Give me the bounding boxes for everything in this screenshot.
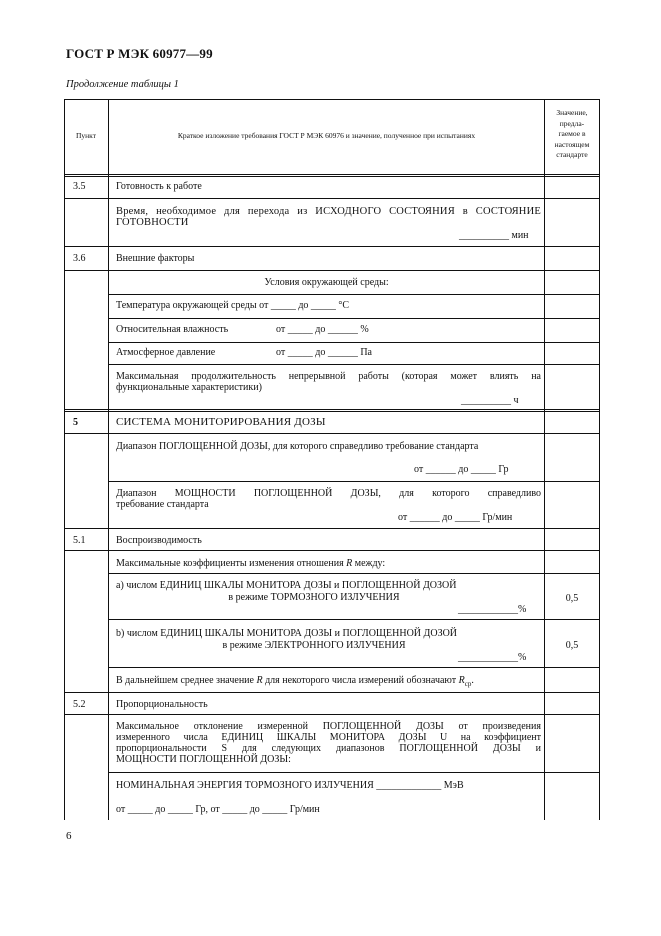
column-header-value: Значение, предла- гаемое в настоящем стандарте xyxy=(554,108,590,159)
mean-value-note: В дальнейшем среднее значение R для некоторого числа измерений обозначают $R_{ср}$. xyxy=(116,675,474,688)
nominal-energy-line: НОМИНАЛЬНАЯ ЭНЕРГИЯ ТОРМОЗНОГО ИЗЛУЧЕНИЯ _____________ МэВ xyxy=(116,780,464,791)
page-number: 6 xyxy=(66,830,72,842)
mode-b-line2: в режиме ЭЛЕКТРОННОГО ИЗЛУЧЕНИЯ xyxy=(222,640,406,651)
table-divider-1 xyxy=(108,99,109,820)
item-number: 5.1 xyxy=(73,535,86,546)
mode-b-blank: ____________% xyxy=(458,652,527,663)
max-duration-text: Максимальная продолжительность непрерывной работы (которая может влиять на xyxy=(116,371,541,382)
document-header: ГОСТ Р МЭК 60977—99 xyxy=(66,46,213,61)
mode-a-blank: ____________% xyxy=(458,604,527,615)
item-number: 5.2 xyxy=(73,699,86,710)
mode-b-value: 0,5 xyxy=(565,640,579,651)
humidity-label: Относительная влажность xyxy=(116,324,229,335)
humidity-range: от _____ до ______ % xyxy=(276,324,369,335)
row-title: Воспроизводимость xyxy=(116,535,202,546)
pressure-range: от _____ до ______ Па xyxy=(276,347,372,358)
transition-time-blank: __________ мин xyxy=(459,230,529,241)
dose-rate-range-blank: от ______ до _____ Гр/мин xyxy=(398,512,513,523)
max-duration-blank: __________ ч xyxy=(461,395,519,406)
environment-heading: Условия окружающей среды: xyxy=(264,277,389,288)
column-header-summary: Краткое изложение требования ГОСТ Р МЭК 60976 и значение, полученное при испытаниях xyxy=(177,131,476,140)
item-number: 5 xyxy=(73,417,78,428)
mode-a-value: 0,5 xyxy=(565,593,579,604)
dose-rate-range-text: Диапазон МОЩНОСТИ ПОГЛОЩЕННОЙ ДОЗЫ, для которого справедливо xyxy=(116,488,541,499)
temperature-range: Температура окружающей среды от _____ до _____ °С xyxy=(116,300,350,311)
mode-a-line1: а) числом ЕДИНИЦ ШКАЛЫ МОНИТОРА ДОЗЫ и ПОГЛОЩЕННОЙ ДОЗОЙ xyxy=(116,580,457,591)
row-title: Готовность к работе xyxy=(116,181,202,192)
table-border-top xyxy=(64,99,600,100)
mode-a-line2: в режиме ТОРМОЗНОГО ИЗЛУЧЕНИЯ xyxy=(228,592,400,603)
item-number: 3.5 xyxy=(73,181,86,192)
nominal-range-line: от _____ до _____ Гр, от _____ до _____ Гр/мин xyxy=(116,804,320,815)
dose-range-blank: от ______ до _____ Гр xyxy=(414,464,509,475)
transition-time-text: Время, необходимое для перехода из ИСХОДНОГО СОСТОЯНИЯ в СОСТОЯНИЕ xyxy=(116,206,541,217)
dose-range-text: Диапазон ПОГЛОЩЕННОЙ ДОЗЫ, для которого справедливо требование стандарта xyxy=(116,441,479,452)
table-divider-2 xyxy=(544,99,545,820)
table-border-right xyxy=(599,99,600,820)
table-border-left xyxy=(64,99,65,820)
item-number: 3.6 xyxy=(73,253,86,264)
row-title: Внешние факторы xyxy=(116,253,195,264)
column-header-item: Пункт xyxy=(75,131,96,140)
row-title: Пропорциональность xyxy=(116,699,208,710)
table-continuation-caption: Продолжение таблицы 1 xyxy=(66,79,179,90)
section-title: СИСТЕМА МОНИТОРИРОВАНИЯ ДОЗЫ xyxy=(116,416,326,428)
max-coefficients-text: Максимальные коэффициенты изменения отношения R между: xyxy=(116,558,386,569)
mode-b-line1: b) числом ЕДИНИЦ ШКАЛЫ МОНИТОРА ДОЗЫ и ПОГЛОЩЕННОЙ ДОЗОЙ xyxy=(116,628,458,639)
proportionality-text: Максимальное отклонение измеренной ПОГЛОЩЕННОЙ ДОЗЫ от произведения xyxy=(116,721,541,732)
pressure-label: Атмосферное давление xyxy=(116,347,216,358)
